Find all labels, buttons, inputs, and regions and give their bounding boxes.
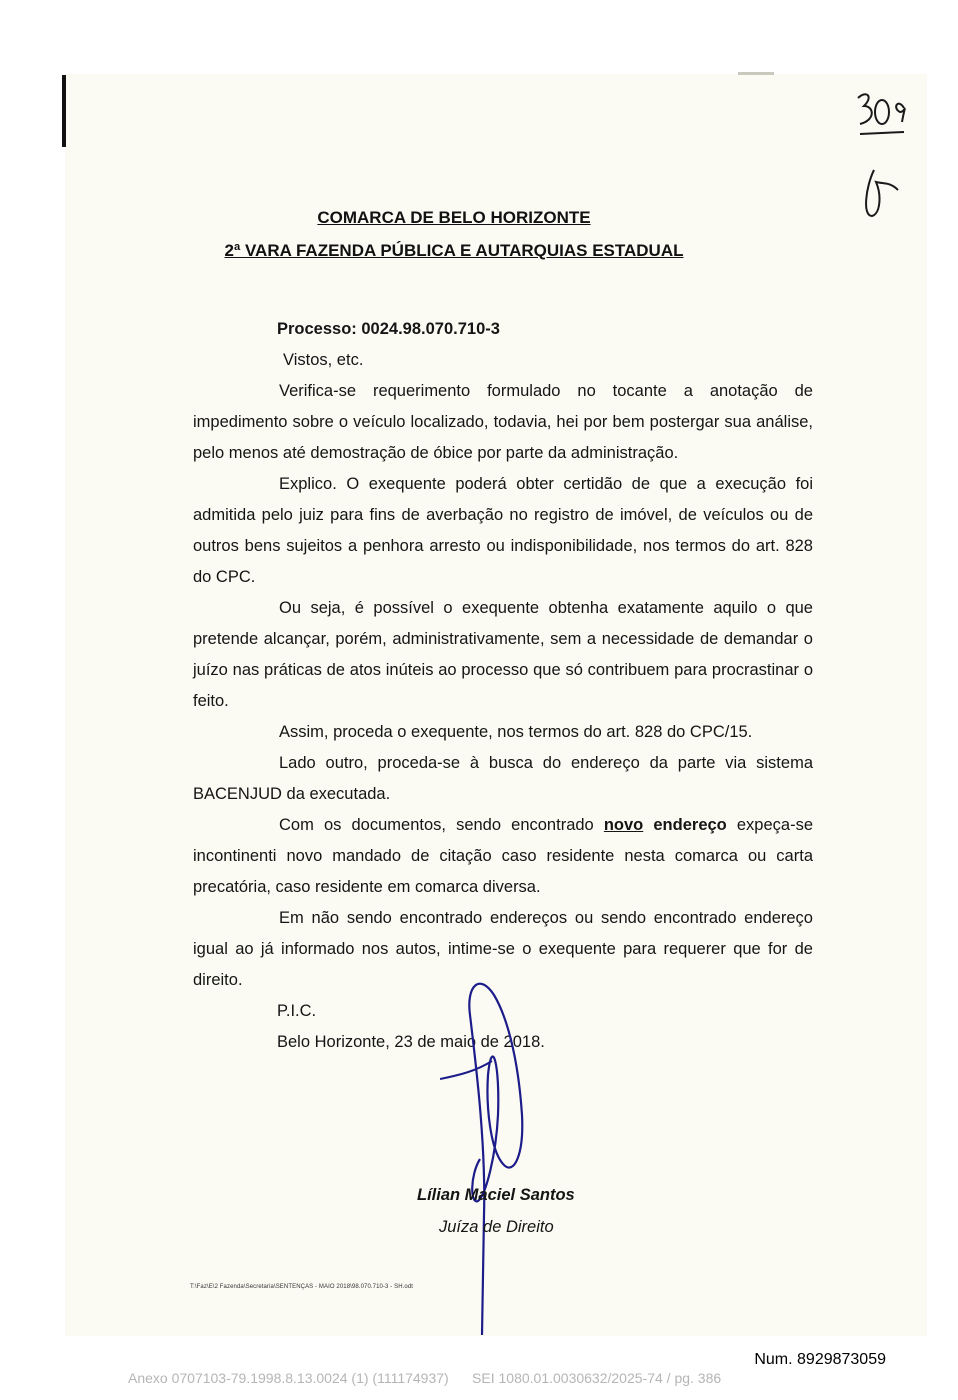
emphasis-novo: novo (603, 816, 644, 834)
decision-body (193, 314, 813, 1058)
date-line: Belo Horizonte, 23 de maio de 2018. (277, 1033, 545, 1051)
paragraph-5: Lado outro, proceda-se à busca do endereço da parte via sistema BACENJUD da executada. (193, 754, 813, 803)
paragraph-1: Verifica-se requerimento formulado no tocante a anotação de impedimento sobre o veículo localizado, todavia, hei por bem postergar sua análise, pelo menos até demostração de óbice por parte da administração. (193, 382, 813, 462)
paragraph-3: Ou seja, é possível o exequente obtenha exatamente aquilo o que pretende alcançar, porém, administrativamente, sem a necessidade de demandar o juízo nas práticas de atos inúteis ao processo que só contribuem para procrastinar o feito. (193, 599, 813, 710)
annex-footer (128, 1370, 721, 1386)
scan-smudge (738, 72, 774, 75)
court-header: COMARCA DE BELO HORIZONTE (317, 208, 591, 227)
document-number: Num. 8929873059 (754, 1351, 886, 1368)
scan-edge-mark (62, 75, 66, 147)
paragraph-6 (193, 810, 813, 903)
court-division-header: 2ª VARA FAZENDA PÚBLICA E AUTARQUIAS ESTADUAL (224, 241, 684, 260)
annex-reference: Anexo 0707103-79.1998.8.13.0024 (1) (111174937) (128, 1370, 449, 1386)
paragraph-4: Assim, proceda o exequente, nos termos do art. 828 do CPC/15. (279, 723, 753, 741)
emphasis-endereco: endereço (643, 816, 727, 834)
sei-reference: SEI 1080.01.0030632/2025-74 / pg. 386 (472, 1370, 722, 1386)
paragraph-7: Em não sendo encontrado endereços ou sendo encontrado endereço igual ao já informado nos autos, intime-se o exequente para requerer que for de direito. (193, 909, 813, 989)
paragraph-6-start: Com os documentos, sendo encontrado (279, 816, 604, 834)
file-path-footer: T:\Faz\E\2 Fazenda\Secretaria\SENTENÇAS - MAIO 2018\98.070.710-3 - SH.odt (190, 1284, 414, 1290)
process-number: Processo: 0024.98.070.710-3 (277, 320, 500, 338)
handwritten-signature (440, 975, 560, 1340)
vistos-line: Vistos, etc. (283, 351, 364, 369)
judge-title: Juíza de Direito (439, 1218, 554, 1236)
handwritten-page-number (840, 86, 920, 226)
paragraph-2: Explico. O exequente poderá obter certidão de que a execução foi admitida pelo juiz para fins de averbação no registro de imóvel, de veículos ou de outros bens sujeitos a penhora arresto ou indisponibilidade, nos termos do art. 828 do CPC. (193, 475, 813, 586)
judge-name: Lílian Maciel Santos (417, 1186, 575, 1204)
paragraph-6-end: expeça-se incontinenti novo mandado de citação caso residente nesta comarca ou carta precatória, caso residente em comarca diversa. (193, 816, 813, 896)
pic-line: P.I.C. (277, 1002, 317, 1020)
